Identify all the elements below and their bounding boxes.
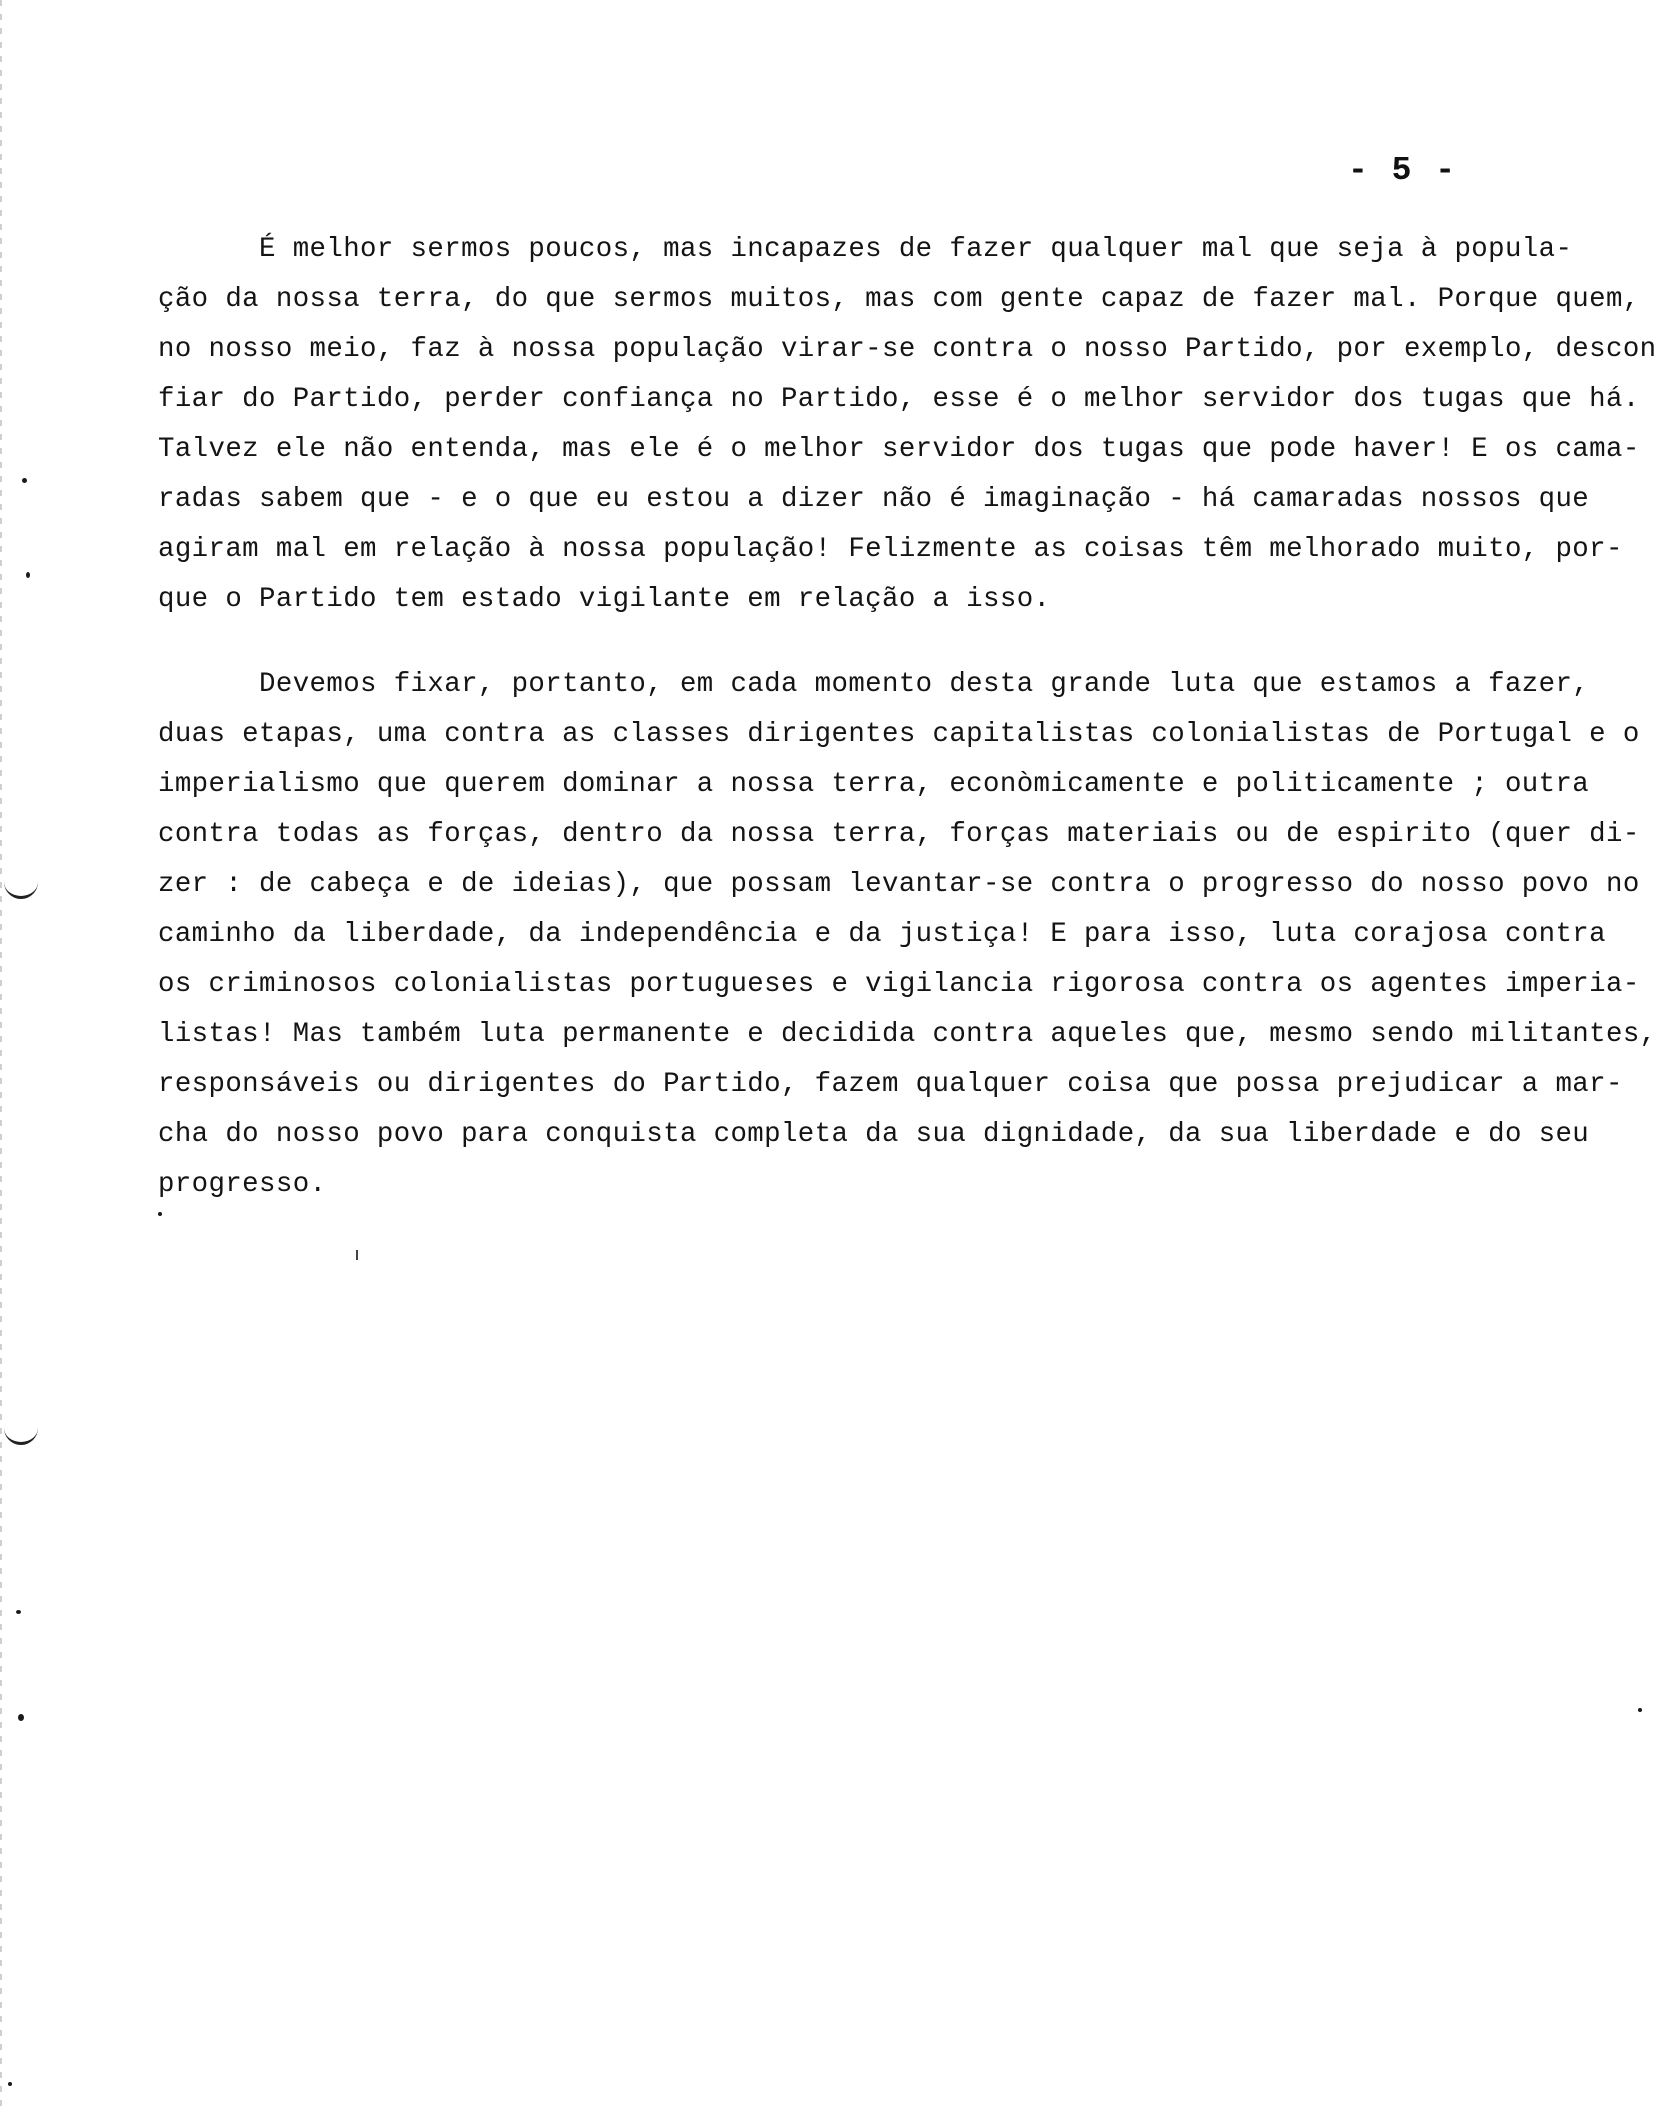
- paragraph-line: É melhor sermos poucos, mas incapazes de fazer qualquer mal que seja à popula-: [158, 234, 1573, 265]
- paragraph-line: contra todas as forças, dentro da nossa terra, forças materiais ou de espirito (quer di-: [158, 819, 1640, 850]
- paragraph-line: caminho da liberdade, da independência e da justiça! E para isso, luta corajosa contra: [158, 919, 1606, 950]
- paragraph-line: listas! Mas também luta permanente e decidida contra aqueles que, mesmo sendo militantes,: [158, 1019, 1657, 1050]
- paragraph-line: fiar do Partido, perder confiança no Partido, esse é o melhor servidor dos tugas que há.: [158, 384, 1640, 415]
- paragraph-line: progresso.: [158, 1169, 327, 1200]
- paragraph-line: Talvez ele não entenda, mas ele é o melhor servidor dos tugas que pode haver! E os cama-: [158, 434, 1640, 465]
- scan-speck: [26, 572, 30, 578]
- paragraph-line: Devemos fixar, portanto, em cada momento desta grande luta que estamos a fazer,: [158, 669, 1590, 700]
- scan-speck: [1638, 1708, 1642, 1712]
- scan-tick: [356, 1250, 358, 1260]
- paragraph-line: zer : de cabeça e de ideias), que possam levantar-se contra o progresso do nosso povo no: [158, 869, 1640, 900]
- scan-speck: [8, 2082, 12, 2086]
- paragraph-line: cha do nosso povo para conquista completa da sua dignidade, da sua liberdade e do seu: [158, 1119, 1590, 1150]
- paragraph-2: [158, 660, 1657, 1210]
- paragraph-line: ção da nossa terra, do que sermos muitos, mas com gente capaz de fazer mal. Porque quem,: [158, 284, 1640, 315]
- scan-speck: [18, 1714, 24, 1721]
- scan-speck: [158, 1212, 162, 1216]
- paragraph-line: responsáveis ou dirigentes do Partido, fazem qualquer coisa que possa prejudicar a mar-: [158, 1069, 1623, 1100]
- paragraph-line: que o Partido tem estado vigilante em relação a isso.: [158, 584, 1051, 615]
- hole-punch-mark: [4, 1428, 38, 1445]
- scan-speck: [16, 1610, 21, 1614]
- paragraph-line: radas sabem que - e o que eu estou a dizer não é imaginação - há camaradas nossos que: [158, 484, 1590, 515]
- paragraph-1: [158, 225, 1657, 625]
- page-number: - 5 -: [1348, 152, 1458, 189]
- paragraph-line: no nosso meio, faz à nossa população virar-se contra o nosso Partido, por exemplo, descon: [158, 334, 1657, 365]
- paragraph-line: os criminosos colonialistas portugueses e vigilancia rigorosa contra os agentes imperia-: [158, 969, 1640, 1000]
- scan-speck: [22, 478, 27, 483]
- hole-punch-mark: [4, 882, 38, 899]
- paragraph-line: agiram mal em relação à nossa população! Felizmente as coisas têm melhorado muito, por-: [158, 534, 1623, 565]
- paragraph-line: duas etapas, uma contra as classes dirigentes capitalistas colonialistas de Portugal e o: [158, 719, 1640, 750]
- left-margin-dotted-edge: [0, 0, 2, 2112]
- paragraph-line: imperialismo que querem dominar a nossa terra, econòmicamente e politicamente ; outra: [158, 769, 1590, 800]
